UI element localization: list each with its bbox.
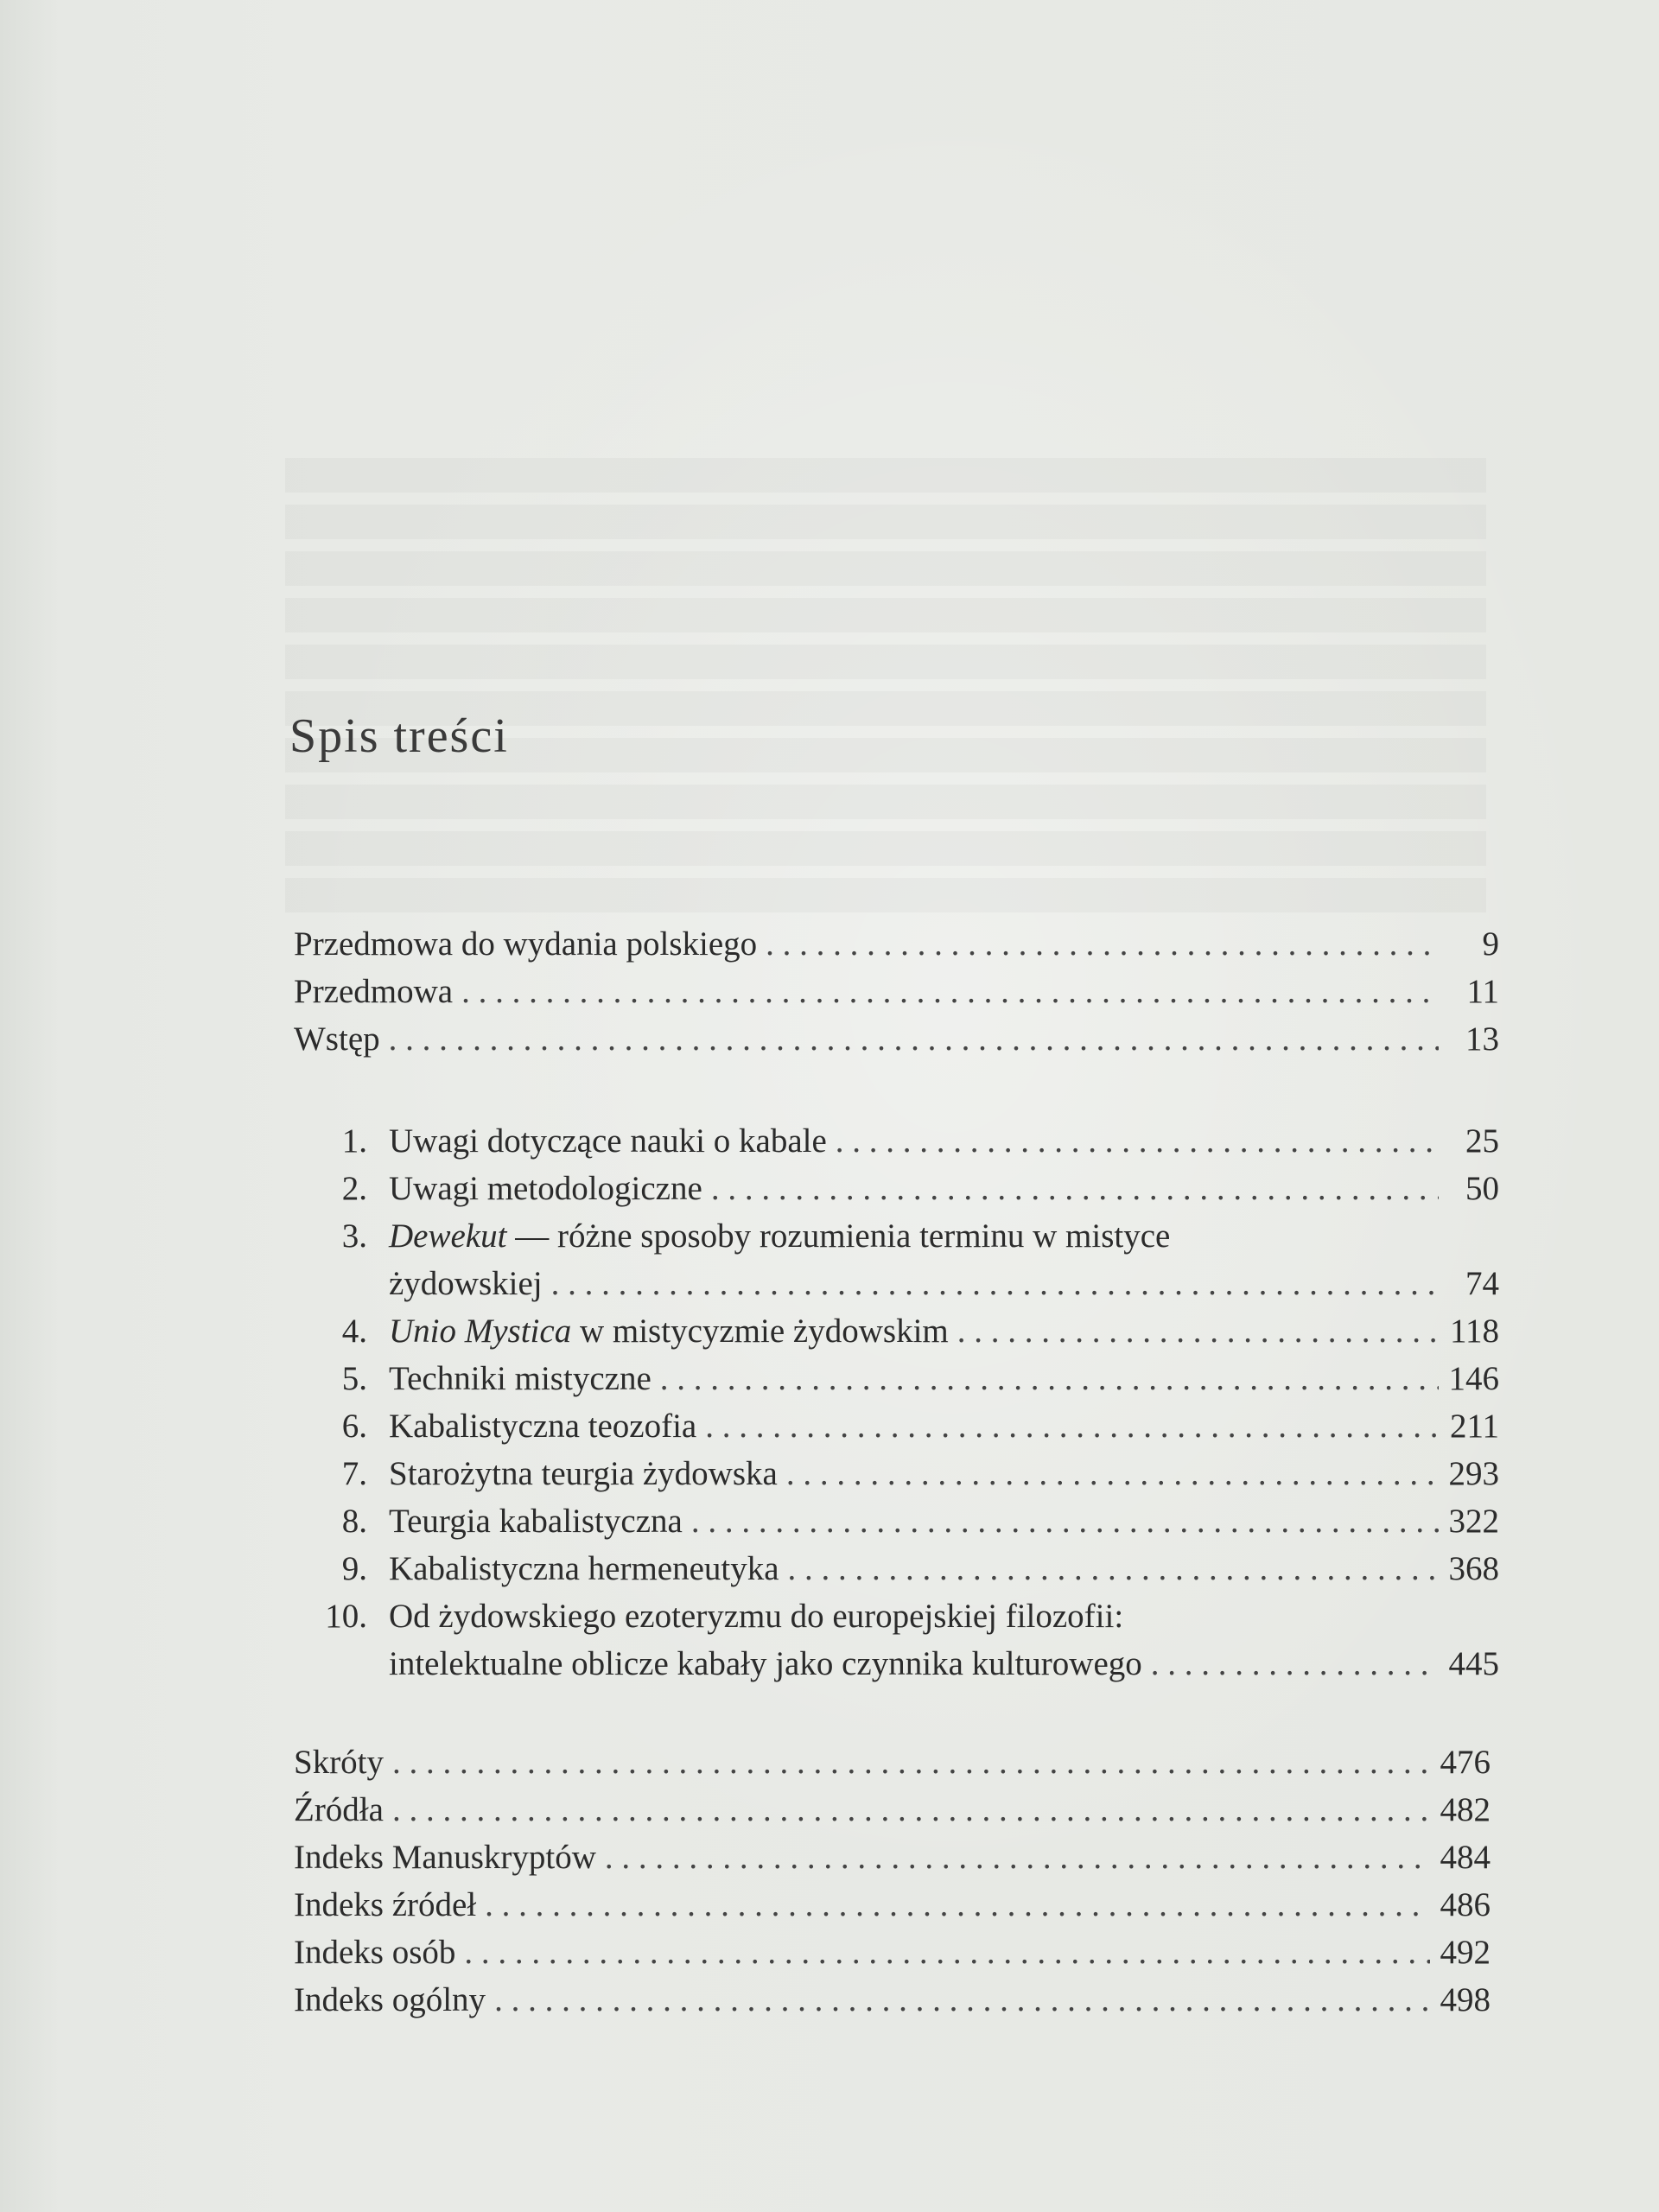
entry-label: Indeks źródeł (294, 1886, 477, 1923)
toc-entry (294, 1450, 1499, 1497)
entry-label: Uwagi metodologiczne (389, 1170, 702, 1207)
chapter-number: 9. (341, 1550, 367, 1587)
entry-label: Indeks osób (294, 1934, 456, 1971)
toc-entry (294, 968, 1499, 1015)
dot-leader (392, 1786, 1430, 1834)
dot-leader (957, 1307, 1439, 1355)
entry-label-rest: w mistycyzmie żydowskim (571, 1313, 949, 1350)
entry-label (389, 1307, 949, 1355)
chapter-number: 8. (341, 1503, 367, 1540)
chapter-list (294, 1117, 1499, 1688)
entry-label: Indeks Manuskryptów (294, 1839, 596, 1876)
chapter-number: 7. (341, 1455, 367, 1492)
dot-leader (605, 1834, 1430, 1881)
chapter-number: 2. (341, 1170, 367, 1207)
dot-leader (389, 1015, 1439, 1063)
entry-page: 486 (1440, 1886, 1491, 1923)
dot-leader (1151, 1640, 1439, 1688)
dot-leader (464, 1929, 1430, 1976)
chapter-number: 3. (341, 1217, 367, 1255)
entry-page: 146 (1448, 1360, 1499, 1397)
dot-leader (660, 1355, 1439, 1402)
toc-entry (294, 1592, 1499, 1640)
entry-page: 25 (1465, 1122, 1499, 1160)
entry-page: 476 (1440, 1744, 1491, 1781)
entry-label: intelektualne oblicze kabały jako czynnika kulturowego (389, 1645, 1142, 1682)
front-matter-list (294, 920, 1499, 1063)
entry-label: Źródła (294, 1791, 384, 1828)
toc-entry (294, 920, 1499, 968)
toc-entry (294, 1497, 1499, 1545)
toc-entry (294, 1738, 1491, 1786)
toc-entry (294, 1355, 1499, 1402)
entry-label: Wstęp (294, 1020, 380, 1058)
entry-page: 484 (1440, 1839, 1491, 1876)
entry-label: Uwagi dotyczące nauki o kabale (389, 1122, 827, 1160)
toc-entry (294, 1402, 1499, 1450)
dot-leader (786, 1450, 1439, 1497)
entry-label-italic: Dewekut (389, 1217, 507, 1255)
entry-page: 492 (1440, 1934, 1491, 1971)
entry-label-rest: — różne sposoby rozumienia terminu w mistyce (506, 1217, 1171, 1255)
entry-page: 445 (1448, 1645, 1499, 1682)
page-title: Spis treści (289, 709, 509, 763)
toc-entry (294, 1165, 1499, 1212)
dot-leader (485, 1881, 1430, 1929)
dot-leader (461, 968, 1439, 1015)
toc-entry (294, 1929, 1491, 1976)
chapter-number: 1. (341, 1122, 367, 1160)
chapter-number: 10. (325, 1598, 367, 1635)
entry-label: Kabalistyczna hermeneutyka (389, 1550, 779, 1587)
dot-leader (705, 1402, 1439, 1450)
dot-leader (494, 1976, 1430, 2024)
entry-label (389, 1212, 1170, 1260)
entry-page: 9 (1482, 925, 1499, 963)
entry-page: 11 (1466, 973, 1499, 1010)
toc-entry (294, 1545, 1499, 1592)
dot-leader (551, 1260, 1439, 1307)
entry-page: 211 (1449, 1408, 1499, 1445)
dot-leader (766, 920, 1439, 968)
entry-label: Techniki mistyczne (389, 1360, 652, 1397)
entry-page: 118 (1449, 1313, 1499, 1350)
toc-entry (294, 1212, 1499, 1260)
entry-label: żydowskiej (389, 1265, 543, 1302)
toc-entry (294, 1015, 1499, 1063)
entry-label: Kabalistyczna teozofia (389, 1408, 697, 1445)
chapter-number: 6. (341, 1408, 367, 1445)
dot-leader (836, 1117, 1439, 1165)
entry-label: Starożytna teurgia żydowska (389, 1455, 778, 1492)
entry-label: Od żydowskiego ezoteryzmu do europejskiej filozofii: (389, 1598, 1124, 1635)
entry-label: Indeks ogólny (294, 1981, 486, 2018)
entry-label-italic: Unio Mystica (389, 1313, 572, 1350)
entry-page: 498 (1440, 1981, 1491, 2018)
entry-label: Skróty (294, 1744, 385, 1781)
entry-page: 293 (1448, 1455, 1499, 1492)
entry-page: 482 (1440, 1791, 1491, 1828)
entry-page: 13 (1465, 1020, 1499, 1058)
entry-page: 368 (1448, 1550, 1499, 1587)
chapter-number: 5. (341, 1360, 367, 1397)
entry-page: 50 (1465, 1170, 1499, 1207)
toc-entry (294, 1976, 1491, 2024)
back-matter-list (294, 1738, 1491, 2024)
entry-page: 74 (1465, 1265, 1499, 1302)
chapter-number: 4. (341, 1313, 367, 1350)
show-through-text (285, 406, 1486, 925)
dot-leader (788, 1545, 1439, 1592)
toc-entry-continuation (294, 1260, 1499, 1307)
entry-page: 322 (1448, 1503, 1499, 1540)
dot-leader (691, 1497, 1439, 1545)
toc-entry (294, 1881, 1491, 1929)
entry-label: Przedmowa (294, 973, 454, 1010)
entry-label: Teurgia kabalistyczna (389, 1503, 683, 1540)
toc-entry (294, 1307, 1499, 1355)
toc-entry-continuation (294, 1640, 1499, 1688)
toc-entry (294, 1117, 1499, 1165)
dot-leader (392, 1738, 1430, 1786)
toc-entry (294, 1834, 1491, 1881)
toc-entry (294, 1786, 1491, 1834)
dot-leader (711, 1165, 1439, 1212)
entry-label: Przedmowa do wydania polskiego (294, 925, 758, 963)
